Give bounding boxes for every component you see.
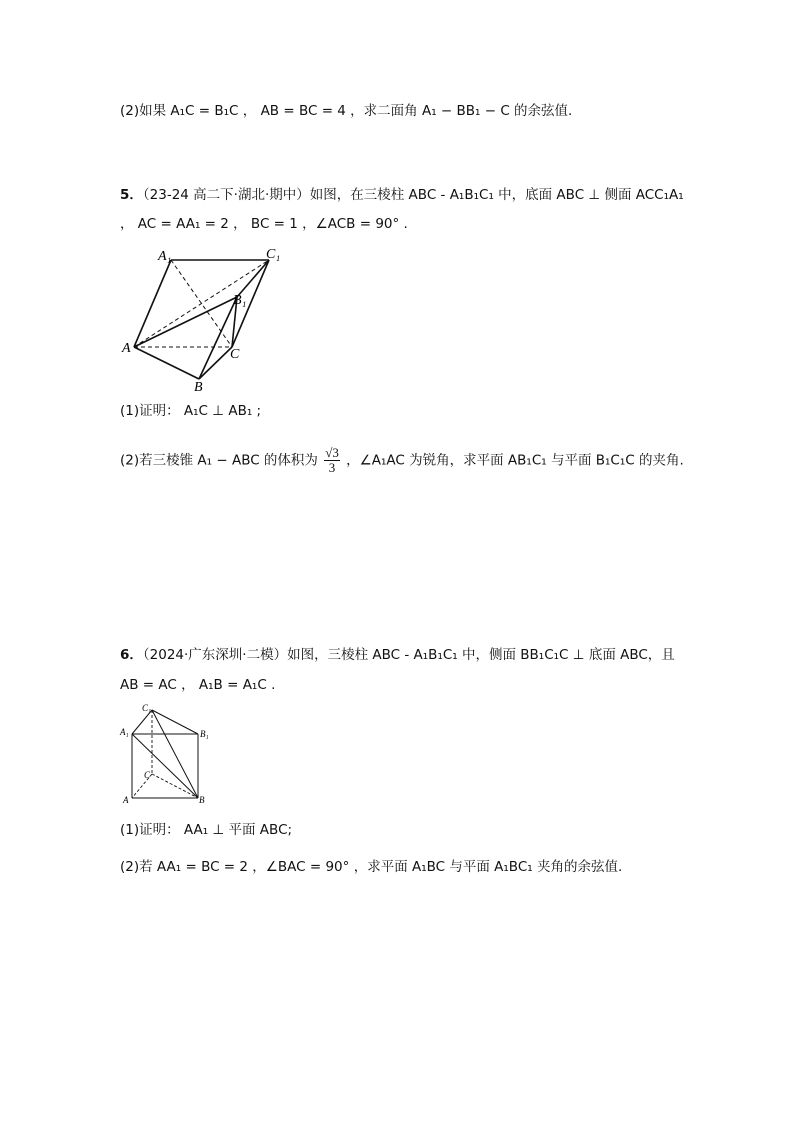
p5-figure xyxy=(118,244,288,394)
p5-frac-num: √3 xyxy=(325,445,339,460)
p6-label-B: B xyxy=(199,795,205,805)
p5-label-B1: B₁ xyxy=(233,293,247,308)
p6-label-A1: A₁ xyxy=(120,727,129,737)
p6-source: （2024·广东深圳·二模） xyxy=(142,647,288,663)
p5-stem1: 如图，在三棱柱 ABC - A₁B₁C₁ 中，底面 ABC ⊥ 侧面 ACC₁A₁ xyxy=(309,187,684,203)
p5-part2 xyxy=(120,446,684,475)
p6-label-C: C xyxy=(144,770,151,780)
p5-volume-fraction xyxy=(324,446,340,475)
p6-part2: (2)若 AA₁ = BC = 2 ，∠BAC = 90° ，求平面 A₁BC 与平面 A₁BC₁ 夹角的余弦值. xyxy=(120,859,623,875)
p5-frac-den: 3 xyxy=(328,460,336,475)
p6-stem-line1 xyxy=(120,645,675,665)
p5-number: 5． xyxy=(120,187,143,203)
p5-label-B: B xyxy=(194,380,203,394)
p6-figure xyxy=(118,702,218,807)
p5-label-A: A xyxy=(122,341,131,356)
p5-label-C: C xyxy=(230,347,240,362)
p5-source: （23-24 高二下·湖北·期中） xyxy=(142,187,310,203)
p5-stem-line1 xyxy=(120,185,684,205)
p6-stem1: 如图，三棱柱 ABC - A₁B₁C₁ 中，侧面 BB₁C₁C ⊥ 底面 ABC，且 xyxy=(287,647,675,663)
p5-label-C1: C₁ xyxy=(266,247,281,262)
p5-part1: (1)证明： A₁C ⊥ AB₁ ; xyxy=(120,403,262,419)
p6-part1: (1)证明： AA₁ ⊥ 平面 ABC; xyxy=(120,822,293,838)
p5-stem-line2: ， AC = AA₁ = 2 ， BC = 1 ，∠ACB = 90° . xyxy=(120,216,408,232)
p4-part2: (2)如果 A₁C = B₁C ， AB = BC = 4 ，求二面角 A₁ − BB₁ − C 的余弦值. xyxy=(120,103,573,119)
p6-stem-line2: AB = AC ， A₁B = A₁C . xyxy=(120,677,276,693)
p5-part2-a: (2)若三棱锥 A₁ − ABC 的体积为 xyxy=(120,452,318,469)
p6-number: 6． xyxy=(120,647,143,663)
p5-part2-b: ，∠A₁AC 为锐角，求平面 AB₁C₁ 与平面 B₁C₁C 的夹角. xyxy=(346,452,684,469)
p6-label-B1: B₁ xyxy=(200,729,209,739)
p6-label-C1: C₁ xyxy=(142,703,152,713)
p5-label-A1: A₁ xyxy=(158,249,172,264)
p6-label-A: A xyxy=(123,795,129,805)
